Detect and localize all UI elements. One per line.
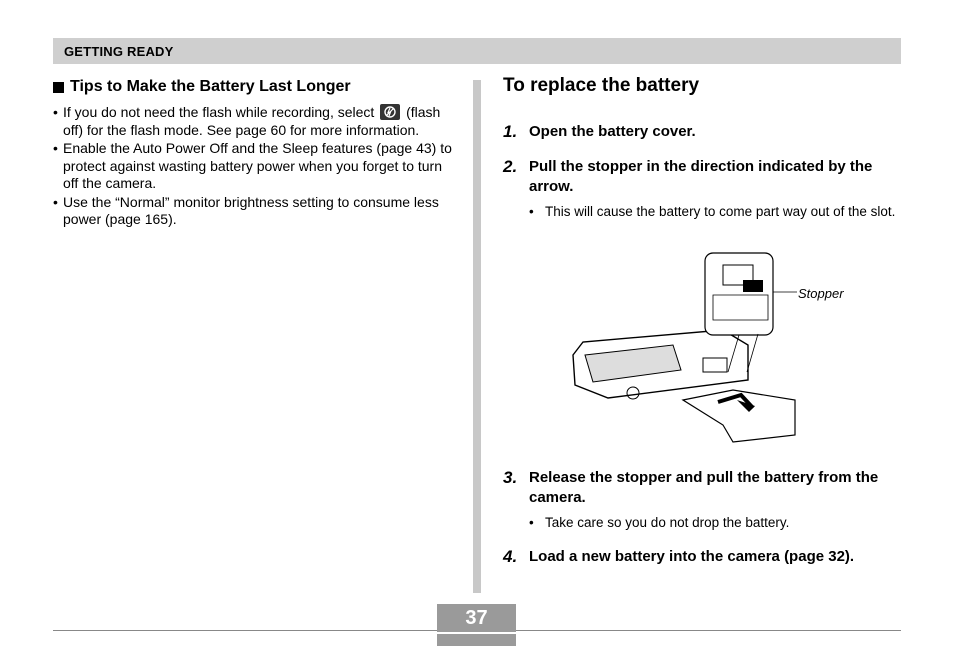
step-3: [503, 468, 899, 508]
tip-text-part: If you do not need the flash while recording, select: [63, 104, 375, 120]
tips-list: [53, 104, 453, 229]
list-item: • Enable the Auto Power Off and the Sleep features (page 43) to protect against wasting battery power when you forget to turn off the camera.: [53, 140, 453, 193]
tips-heading: [53, 78, 453, 96]
tip-text-part: (flash off) for the flash mode. See page 60 for more information.: [63, 104, 441, 138]
step-3-note: • Take care so you do not drop the battery.: [529, 514, 905, 532]
page-number: 37: [437, 604, 516, 632]
tips-section: [53, 78, 453, 230]
section-header-title: GETTING READY: [64, 44, 174, 59]
column-divider: [473, 80, 481, 593]
black-square-icon: [53, 82, 64, 93]
step-text: Pull the stopper in the direction indicated by the arrow.: [529, 158, 873, 195]
page-number-tab: [437, 634, 516, 646]
step-number: 1.: [503, 122, 518, 141]
step-2-note: • This will cause the battery to come part way out of the slot.: [529, 203, 905, 221]
step-text: Load a new battery into the camera (page 32).: [529, 548, 855, 565]
header-bar: [53, 38, 901, 64]
step-number: 3.: [503, 468, 518, 487]
step-text: Open the battery cover.: [529, 123, 696, 140]
step-4: [503, 547, 899, 567]
tips-heading-text: Tips to Make the Battery Last Longer: [70, 78, 351, 95]
list-item: • Use the “Normal” monitor brightness setting to consume less power (page 165).: [53, 194, 453, 229]
camera-illustration: [563, 250, 863, 450]
stopper-label: Stopper: [798, 286, 844, 301]
page-number-box: [437, 604, 516, 644]
step-number: 2.: [503, 157, 518, 176]
step-1: [503, 122, 899, 142]
step-text: Release the stopper and pull the battery from the camera.: [529, 469, 879, 506]
list-item: [53, 104, 453, 139]
step-number: 4.: [503, 547, 518, 566]
replace-battery-title: To replace the battery: [503, 75, 700, 96]
step-2: [503, 157, 899, 197]
replace-battery-section: [503, 75, 903, 97]
flash-off-icon: [380, 104, 400, 120]
